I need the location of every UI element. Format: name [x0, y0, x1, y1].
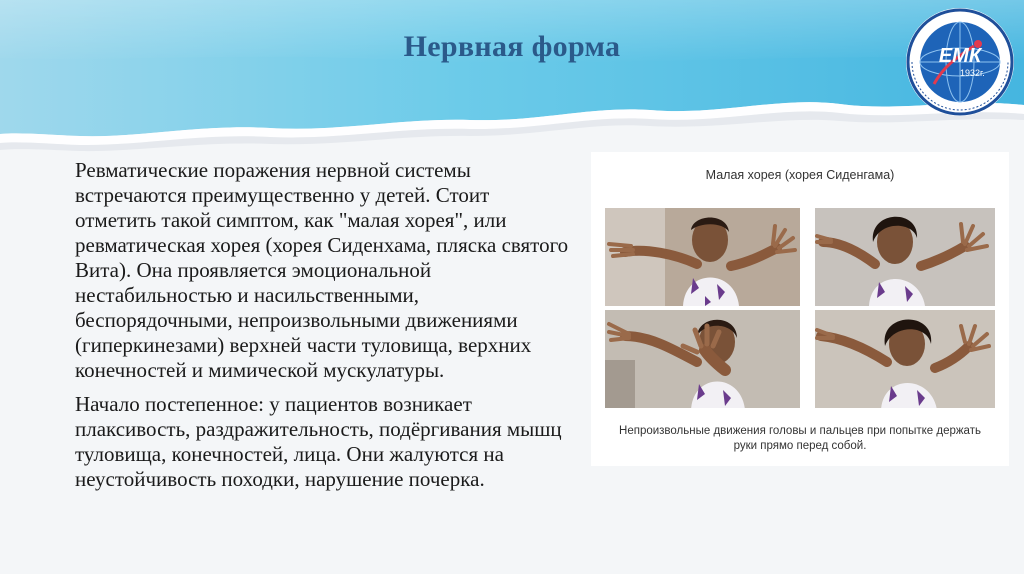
- figure-title: Малая хорея (хорея Сиденгама): [705, 168, 895, 182]
- figure-caption: Непроизвольные движения головы и пальцев при попытке держать руки прямо перед собой.: [619, 425, 981, 452]
- figure-panel: [591, 152, 1009, 466]
- photo-bottom-left: [605, 310, 800, 408]
- slide-title: Нервная форма: [403, 30, 621, 63]
- logo-year: 1932г.: [960, 68, 985, 78]
- college-logo: [904, 6, 1016, 118]
- header-band: [0, 0, 1024, 160]
- paragraph-2: Начало постепенное: у пациентов возникает плаксивость, раздражительность, подёргивания мышц туловища, конечностей, лица. Они жалуются на неустойчивость походки, нарушение почерка.: [75, 392, 562, 491]
- paragraph-1: Ревматические поражения нервной системы встречаются преимущественно у детей. Стоит отметить такой симптом, как "малая хорея", или ревматическая хорея (хорея Сиденхама, пляска святого Вита). Она проявляется эмоциональной нестабильностью и насильственными, беспорядочными, непроизвольными движениями (гиперкинезами) верхней части туловища, верхних конечностей и мимической мускулатуры.: [75, 158, 569, 382]
- photo-top-left: [605, 208, 800, 306]
- photo-top-right: [815, 208, 1010, 306]
- photo-bottom-right: [815, 310, 1010, 408]
- body-text: [75, 158, 575, 501]
- logo-label: ЕМК: [938, 45, 982, 67]
